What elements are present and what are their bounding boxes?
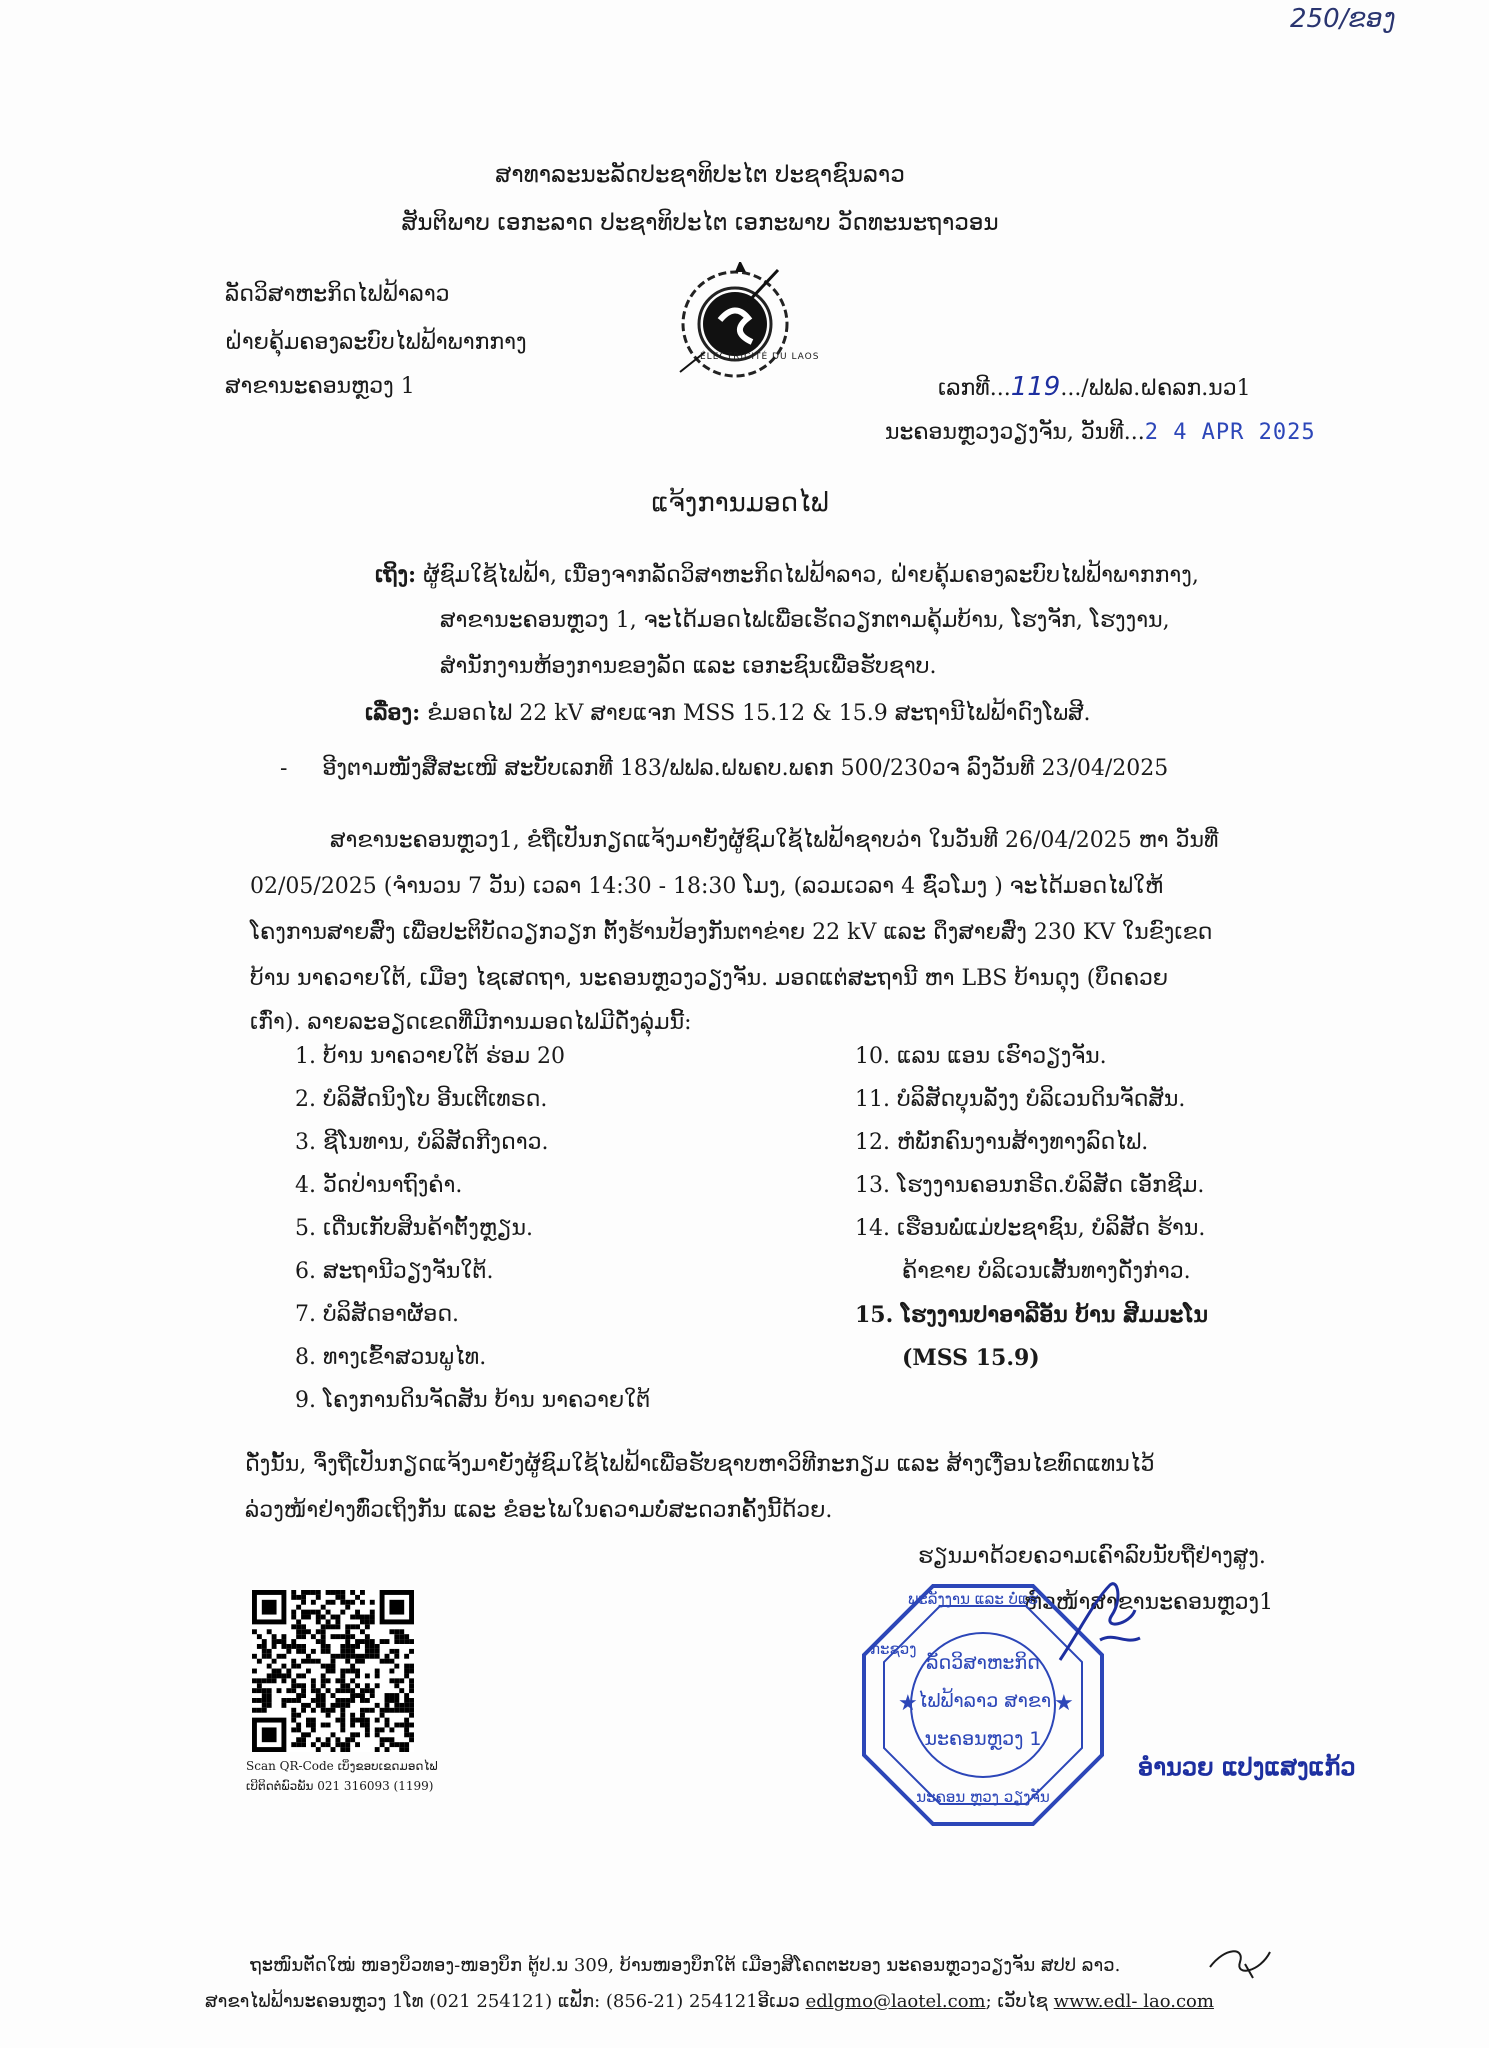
date-stamp: 2 4 APR 2025: [1144, 420, 1316, 445]
signatory-title: ຫົວໜ້າສາຂານະຄອນຫຼວງ1: [1024, 1590, 1274, 1615]
area-item-8: 8. ທາງເຂົ້າສວນພູໄທ.: [295, 1345, 487, 1370]
recipient-line-3: ສໍານັກງານຫ້ອງການຂອງລັດ ແລະ ເອກະຊົນເພື່ອຮັບຊາບ.: [440, 654, 937, 679]
footer-website-link[interactable]: www.edl- lao.com: [1053, 1991, 1214, 2012]
org-branch: ສາຂານະຄອນຫຼວງ 1: [225, 374, 415, 399]
qr-caption-2: ເບີຕິດຕໍ່ພົວພັນ 021 316093 (1199): [246, 1779, 434, 1793]
reference-text: ອີງຕາມໜັງສືສະເໜີ ສະບັບເລກທີ 183/ຟຟລ.ຝພຄບ.ພຄກ 500/230ວຈ ລົງວັນທີ 23/04/2025: [322, 756, 1169, 781]
footer-contact-text: ສາຂາໄຟຟ້ານະຄອນຫຼວງ 1ໂທ (021 254121) ແຟັກ: (856-21) 254121ອີເມວ: [205, 1991, 806, 2012]
edl-logo-icon: [660, 262, 810, 392]
footer-contact: [205, 1988, 1214, 2016]
reference-number: [938, 372, 1251, 404]
stamp-ring-top: ພະລັງງານ ແລະ ບໍ່ແຮ່: [908, 1590, 1039, 1608]
reference-number-label: ເລກທີ...: [938, 376, 1011, 401]
date-label: ນະຄອນຫຼວງວຽງຈັນ, ວັນທີ...: [885, 420, 1145, 445]
area-item-9: 9. ໂຄງການດິນຈັດສັນ ບ້ານ ນາຄວາຍໃຕ້: [295, 1388, 651, 1413]
area-item-6: 6. ສະຖານີວຽງຈັນໃຕ້.: [295, 1259, 494, 1284]
qr-code-icon[interactable]: [252, 1590, 414, 1752]
signature-icon: [1040, 1570, 1150, 1680]
paragraph-line-5: ເກົ່າ). ລາຍລະອຽດເຂດທີ່ມີການມອດໄຟມີດັ່ງລຸ່ມນີ້:: [250, 1010, 692, 1035]
footer-website-label: ; ເວັບໄຊ: [985, 1991, 1054, 2012]
logo-caption: ÉLECTRICITÉ DU LAOS: [700, 352, 820, 362]
recipient-text-1: ຜູ້ຊົມໃຊ້ໄຟຟ້າ, ເນື່ອງຈາກລັດວິສາຫະກິດໄຟຟ້າລາວ, ຝ່າຍຄຸ້ມຄອງລະບົບໄຟຟ້າພາກກາງ,: [423, 563, 1199, 588]
area-item-10: 10. ແລນ ແອນ ເຮົາວຽງຈັນ.: [855, 1044, 1107, 1069]
paragraph-line-2: 02/05/2025 (ຈໍານວນ 7 ວັນ) ເວລາ 14:30 - 18:30 ໂມງ, (ລວມເວລາ 4 ຊົ່ວໂມງ ) ຈະໄດ້ມອດໄຟໃຫ້: [250, 874, 1164, 899]
stamp-center-2: ໄຟຟ້າລາວ ສາຂາ: [918, 1690, 1052, 1712]
subject-label: ເລື່ອງ:: [365, 700, 421, 726]
qr-caption-1: Scan QR-Code ເບິ່ງຂອບເຂດມອດໄຟ: [246, 1759, 438, 1773]
signatory-name: ອໍານວຍ ແປງແສງແກ້ວ: [1138, 1752, 1356, 1781]
recipient-label: ເຖິງ:: [375, 562, 417, 588]
recipient-line-2: ສາຂານະຄອນຫຼວງ 1, ຈະໄດ້ມອດໄຟເພື່ອເຮັດວຽກຕາມຄຸ້ມບ້ານ, ໂຮງຈັກ, ໂຮງງານ,: [440, 608, 1170, 633]
footer-email-link[interactable]: edlgmo@laotel.com: [805, 1991, 986, 2012]
area-item-2: 2. ບໍລິສັດນິງໂບ ອີນເຕີເທຣດ.: [295, 1087, 548, 1112]
subject-text: ຂໍມອດໄຟ 22 kV ສາຍແຈກ MSS 15.12 & 15.9 ສະຖານີໄຟຟ້າດົງໂພສີ.: [427, 701, 1091, 726]
area-item-15-note: (MSS 15.9): [902, 1345, 1040, 1371]
area-item-12: 12. ຫໍພັກຄົນງານສ້າງທາງລົດໄຟ.: [855, 1130, 1149, 1155]
org-name: ລັດວິສາຫະກິດໄຟຟ້າລາວ: [225, 282, 450, 307]
area-item-4: 4. ວັດປ່ານາຖົງຄໍາ.: [295, 1173, 463, 1198]
svg-text:★: ★: [898, 1691, 918, 1716]
area-item-5: 5. ເດີ່ນເກັບສິນຄ້າຕັ້ງຫຼຽນ.: [295, 1216, 533, 1241]
national-motto: ສັນຕິພາບ ເອກະລາດ ປະຊາທິປະໄຕ ເອກະພາບ ວັດທະນະຖາວອນ: [401, 210, 999, 236]
document-title: ແຈ້ງການມອດໄຟ: [651, 488, 829, 518]
footer-initials-icon: [1205, 1942, 1275, 1982]
closing-line-1: ດັ່ງນັ້ນ, ຈຶ່ງຖືເປັນກຽດແຈ້ງມາຍັງຜູ້ຊົມໃຊ້ໄຟຟ້າເພື່ອຮັບຊາບຫາວິທີກະກຽມ ແລະ ສ້າງເງື່ອນໄຂທົດແທນໄວ້: [245, 1452, 1155, 1477]
footer-address: ຖະໜົນຕັດໃໝ່ ໜອງບຶວທອງ-ໜອງບຶກ ຕູ້ປ.ນ 309, ບ້ານໜອງບຶກໃຕ້ ເມືອງສີໂຄດຕະບອງ ນະຄອນຫຼວງວຽງຈັນ ສປປ ລາວ.: [250, 1955, 1121, 1976]
recipient-line-1: [375, 560, 1199, 591]
subject-line: [365, 698, 1091, 729]
area-item-3: 3. ຊີໂນທານ, ບໍລິສັດກີງດາວ.: [295, 1130, 549, 1155]
paragraph-line-1: ສາຂານະຄອນຫຼວງ1, ຂໍຖືເປັນກຽດແຈ້ງມາຍັງຜູ້ຊົມໃຊ້ໄຟຟ້າຊາບວ່າ ໃນວັນທີ 26/04/2025 ຫາ ວັນທີ່: [330, 828, 1219, 853]
reference-number-suffix: .../ຟຟລ.ຝຄລກ.ນວ1: [1060, 376, 1251, 401]
area-item-15: 15. ໂຮງງານປາອາລີອັນ ບ້ານ ສີມມະໂນ: [855, 1302, 1209, 1328]
stamp-center-1: ລັດວິສາຫະກິດ: [926, 1652, 1040, 1674]
area-item-14: 14. ເຮືອນພໍ່ແມ່ປະຊາຊົນ, ບໍລິສັດ ຮ້ານ.: [855, 1216, 1206, 1241]
closing-line-2: ລ່ວງໜ້າຢ່າງທົ່ວເຖິງກັນ ແລະ ຂໍອະໄພໃນຄວາມບໍ່ສະດວກຄັ້ງນີ້ດ້ວຍ.: [245, 1498, 833, 1523]
svg-text:★: ★: [1054, 1691, 1074, 1716]
document-date: [885, 418, 1316, 448]
reference-document-line: [280, 754, 1168, 784]
handwritten-reference: 250/ຂອງ: [1290, 4, 1396, 34]
reference-number-value: 119: [1010, 372, 1061, 402]
reference-dash: -: [280, 756, 288, 781]
paragraph-line-3: ໂຄງການສາຍສົ່ງ ເພື່ອປະຕິບັດວຽກວຽກ ຕັ້ງຮ້ານປ້ອງກັນຕາຂ່າຍ 22 kV ແລະ ດຶງສາຍສົ່ງ 230 KV ໃນຂົງເຂດ: [250, 920, 1213, 945]
area-item-11: 11. ບໍລິສັດບຸນລັງງ ບໍລິເວນດິນຈັດສັນ.: [855, 1087, 1186, 1112]
stamp-ring-bottom: ນະຄອນ ຫຼວງ ວຽງຈັນ: [916, 1788, 1050, 1806]
paragraph-line-4: ບ້ານ ນາຄວາຍໃຕ້, ເມືອງ ໄຊເສດຖາ, ນະຄອນຫຼວງວຽງຈັນ. ມອດແຕ່ສະຖານີ ຫາ LBS ບ້ານດຸງ (ບຶດຄວຍ: [250, 966, 1169, 991]
area-item-13: 13. ໂຮງງານຄອນກຣີດ.ບໍລິສັດ ເອັກຊີມ.: [855, 1173, 1205, 1198]
national-title: ສາທາລະນະລັດປະຊາທິປະໄຕ ປະຊາຊົນລາວ: [495, 162, 905, 188]
org-department: ຝ່າຍຄຸ້ມຄອງລະບົບໄຟຟ້າພາກກາງ: [225, 330, 527, 355]
stamp-ring-left: ກະຊວງ: [870, 1640, 917, 1658]
area-item-1: 1. ບ້ານ ນາຄວາຍໃຕ້ ຮ່ອມ 20: [295, 1044, 565, 1069]
closing-regards: ຮຽນມາດ້ວຍຄວາມເຄົາລົບນັບຖືຢ່າງສູງ.: [918, 1544, 1266, 1569]
stamp-center-3: ນະຄອນຫຼວງ 1: [924, 1728, 1042, 1750]
area-item-7: 7. ບໍລິສັດອາຜັອດ.: [295, 1302, 460, 1327]
area-item-14-continued: ຄ້າຂາຍ ບໍລິເວນເສັ້ນທາງດັ່ງກ່າວ.: [902, 1259, 1191, 1284]
